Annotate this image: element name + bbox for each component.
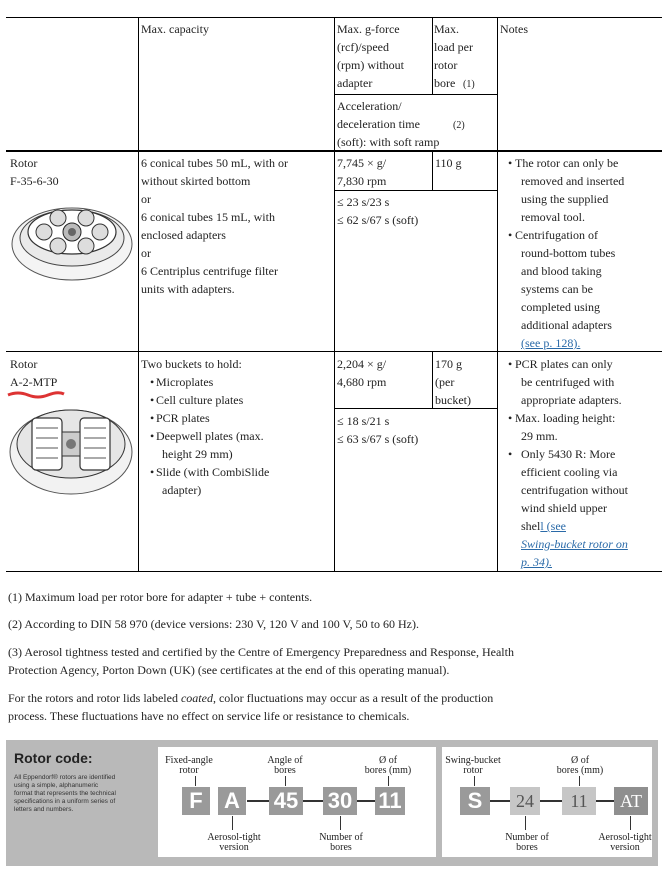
fixed-tick-number [340,816,341,830]
row2-note3-line2: efficient cooling via [521,465,618,479]
fixed-code-angle: 45 [269,787,303,815]
header-load-2: load per [434,40,473,54]
row2-note3-link-start[interactable]: l (see [540,519,566,533]
row2-note3-line3: centrifugation without [521,483,628,497]
footnote-3-line2: Protection Agency, Porton Down (UK) (see certificates at the end of this operating manual). [8,663,450,677]
row2-note2-line2: 29 mm. [521,429,558,443]
row1-capacity-8: units with adapters. [141,282,235,296]
rotor-code-description [14,774,116,814]
swing-bucket-code-box [442,747,652,857]
swing-label-type: Swing-bucket rotor [445,755,501,776]
row1-accel-1: ≤ 23 s/23 s [337,195,390,209]
header-load-1: Max. [434,22,459,36]
row2-cap-bullet-1: • [150,375,155,389]
header-notes: Notes [500,22,528,36]
row2-note1-line2: be centrifuged with [521,375,615,389]
coated-note-line2: process. These fluctuations have no effect on service life or resistance to chemicals. [8,709,410,723]
row2-gforce-2: 4,680 rpm [337,375,387,389]
rotor-code-desc-1: All Eppendorf® rotors are identified [14,774,116,781]
swing-tick-aerosol [630,816,631,830]
row1-capacity-3: or [141,192,151,206]
header-gforce-2: (rcf)/speed [337,40,389,54]
row1-accel-2: ≤ 62 s/67 s (soft) [337,213,419,227]
row2-note3-line5 [521,517,566,535]
rotor-code-desc-3: format that represents the technical [14,790,116,797]
row1-note2-line4: systems can be [521,282,593,296]
row2-note1-bullet: • [508,357,513,371]
header-gforce-4: adapter [337,76,373,90]
header-accel-1: Acceleration/ [337,99,402,113]
row1-note1-line3: using the supplied [521,192,609,206]
col-divider-3-head [432,17,433,94]
row2-capacity-item-4a: Deepwell plates (max. [156,429,264,443]
swing-dash-2 [540,800,562,802]
row1-note2-link[interactable]: (see p. 128). [521,336,581,350]
swing-tick-type [474,776,475,786]
row1-capacity-4: 6 conical tubes 15 mL, with [141,210,275,224]
coated-note-line1 [8,689,493,707]
fixed-dash-2 [303,800,323,802]
row1-capacity-6: or [141,246,151,260]
fixed-code-a: A [218,787,246,815]
row1-note1-bullet: • [508,156,513,170]
row2-note2-bullet: • [508,411,513,425]
footnote-3-line1: (3) Aerosol tightness tested and certified by the Centre of Emergency Preparedness and Response, Health [8,645,514,659]
fixed-code-f: F [182,787,210,815]
row1-note2-line5: completed using [521,300,600,314]
row1-gforce-1: 7,745 × g/ [337,156,387,170]
row1-note1-line2: removed and inserted [521,174,625,188]
row1-gforce-2: 7,830 rpm [337,174,387,188]
row2-divider [335,408,498,409]
row2-load-3: bucket) [435,393,471,407]
fixed-label-angle: Angle of bores [267,755,303,776]
coated-note-before: For the rotors and rotor lids labeled [8,691,181,705]
row1-note1-line4: removal tool. [521,210,585,224]
row1-rotor-label: Rotor [10,156,38,170]
row2-capacity-item-5b: adapter) [162,483,202,497]
rotor-code-desc-5: letters and numbers. [14,806,74,813]
header-load-note: (1) [463,79,475,90]
swing-tick-diameter [579,776,580,786]
rotor-code-desc-2: using a simple, alphanumeric [14,782,99,789]
row2-note1-line3: appropriate adapters. [521,393,622,407]
footnote-2: (2) According to DIN 58 970 (device versions: 230 V, 120 V and 100 V, 50 to 60 Hz). [8,617,419,631]
swing-dash-1 [490,800,510,802]
row2-cap-bullet-3: • [150,411,155,425]
fixed-code-number: 30 [323,787,357,815]
row1-load: 110 g [435,156,462,170]
col-divider-1 [138,17,139,572]
row2-note1-line1: PCR plates can only [515,357,613,371]
fixed-label-aerosol: Aerosol-tight version [207,832,261,853]
header-gforce-1: Max. g-force [337,22,400,36]
row2-note3-line4: wind shield upper [521,501,607,515]
col-divider-3-row1 [432,150,433,190]
row2-cap-bullet-5: • [150,465,155,479]
fixed-angle-code-box [158,747,436,857]
header-gforce-3: (rpm) without [337,58,404,72]
row2-note3-link-line1[interactable]: Swing-bucket rotor on [521,537,628,551]
swing-code-s: S [460,787,490,815]
row2-note3-link-line2[interactable]: p. 34). [521,555,552,569]
row2-capacity-item-4b: height 29 mm) [162,447,233,461]
fixed-dash-3 [357,800,375,802]
col-divider-3-row2 [432,351,433,408]
row2-load-1: 170 g [435,357,462,371]
swing-dash-3 [596,800,614,802]
row1-capacity-1: 6 conical tubes 50 mL, with or [141,156,288,170]
swing-label-number: Number of bores [505,832,549,853]
row2-capacity-item-2: Cell culture plates [156,393,244,407]
header-load-4: bore [434,76,456,90]
fixed-tick-diameter [388,776,389,786]
col-divider-2 [334,17,335,572]
row1-note2-bullet: • [508,228,513,242]
fixed-label-number: Number of bores [319,832,363,853]
row2-rotor-label: Rotor [10,357,38,371]
row1-capacity-2: without skirted bottom [141,174,251,188]
swing-label-diameter: Ø of bores (mm) [556,755,604,776]
fixed-label-type: Fixed-angle rotor [165,755,213,776]
row2-note2-line1: Max. loading height: [515,411,616,425]
row2-capacity-item-1: Microplates [156,375,214,389]
row2-note3-bullet: • [508,447,513,461]
row2-gforce-1: 2,204 × g/ [337,357,387,371]
row2-rotor-model: A-2-MTP [10,375,58,389]
row2-cap-bullet-2: • [150,393,155,407]
fixed-tick-aerosol [232,816,233,830]
header-accel-2: deceleration time [337,117,420,131]
rotor-code-title: Rotor code: [14,750,93,766]
fixed-label-diameter: Ø of bores (mm) [364,755,412,776]
row2-load-2: (per [435,375,455,389]
swing-code-aerosol: AT [614,787,648,815]
row2-accel-1: ≤ 18 s/21 s [337,414,390,428]
row2-accel-2: ≤ 63 s/67 s (soft) [337,432,419,446]
row2-note3-line1: Only 5430 R: More [521,447,616,461]
rotor-code-panel [6,740,658,866]
row2-capacity-intro: Two buckets to hold: [141,357,242,371]
fixed-tick-type [195,776,196,786]
swing-label-aerosol: Aerosol-tight version [598,832,652,853]
header-accel-note: (2) [453,120,465,131]
fixed-tick-angle [285,776,286,786]
swing-bucket-rotor-image [6,390,136,498]
coated-note-after: , color fluctuations may occur as a result of the production [212,691,494,705]
row1-capacity-5: enclosed adapters [141,228,226,242]
row2-capacity-item-3: PCR plates [156,411,210,425]
col-divider-4 [497,17,498,572]
row1-note2-line3: and blood taking [521,264,602,278]
coated-note-italic: coated [180,691,213,705]
swing-code-number: 24 [510,787,540,815]
row1-note2-line6: additional adapters [521,318,612,332]
row1-note1-line1: The rotor can only be [515,156,619,170]
header-load-3: rotor [434,58,458,72]
fixed-angle-rotor-image [8,192,136,284]
rotor-code-desc-4: specifications in a uniform series of [14,798,116,805]
row1-rotor-model: F-35-6-30 [10,174,59,188]
swing-code-diameter: 11 [562,787,596,815]
row2-capacity-item-5a: Slide (with CombiSlide [156,465,270,479]
row1-capacity-7: 6 Centriplus centrifuge filter [141,264,278,278]
row1-note2-line2: round-bottom tubes [521,246,616,260]
header-accel-3: (soft): with soft ramp [337,135,440,149]
swing-tick-number [525,816,526,830]
fixed-dash-1 [247,800,269,802]
header-divider [335,94,498,95]
row2-cap-bullet-4: • [150,429,155,443]
header-capacity: Max. capacity [141,22,209,36]
footnote-1: (1) Maximum load per rotor bore for adapter + tube + contents. [8,590,313,604]
row1-divider [335,190,498,191]
fixed-code-diameter: 11 [375,787,405,815]
row1-note2-line1: Centrifugation of [515,228,598,242]
row2-note3-tail: shel [521,519,541,533]
